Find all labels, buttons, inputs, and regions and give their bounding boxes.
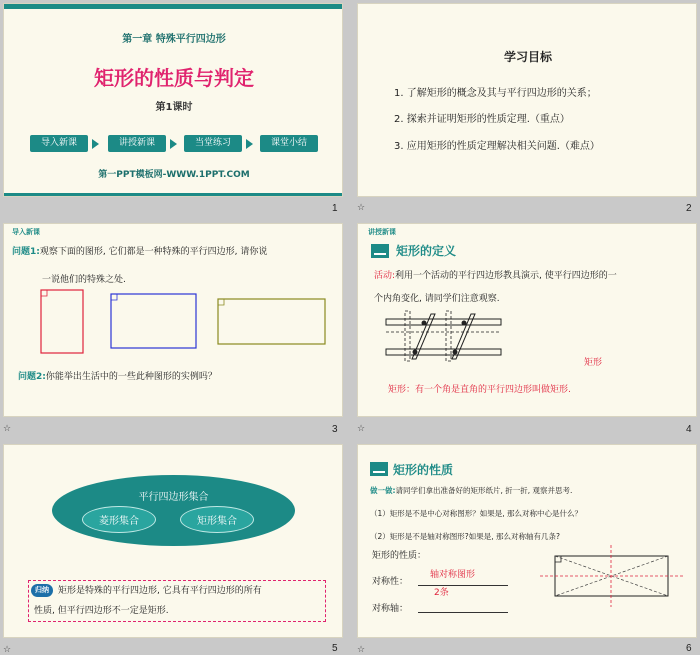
nav-arrow-icon (92, 139, 99, 149)
outer-set-label: 平行四边形集合 (138, 492, 209, 503)
blue-rectangle (111, 294, 196, 348)
slide-number: 3 (332, 424, 338, 435)
slide-number: 6 (686, 643, 692, 654)
rectangle-symmetry-figure (358, 445, 697, 638)
axis-count-value: 2条 (434, 588, 449, 598)
question-2-text: 你能举出生活中的一些此种图形的实例吗？ (45, 372, 217, 382)
question-1-text: 观察下面的图形, 它们都是一种特殊的平行四边形, 请你说 (39, 247, 268, 257)
slide-heading: 矩形的性质 (393, 463, 454, 477)
slide-4[interactable] (357, 223, 697, 417)
slide-number: 5 (332, 643, 338, 654)
star-icon: ☆ (357, 645, 366, 655)
top-bar (4, 4, 343, 9)
goal-3: 3. 应用矩形的性质定理解决相关问题.（难点） (394, 141, 600, 152)
footer-text: 第一PPT模板网-WWW.1PPT.COM (98, 170, 250, 180)
symmetry-label: 对称性： (372, 577, 409, 587)
activity-line-1 (374, 269, 617, 283)
slide-5[interactable] (3, 444, 343, 638)
slide-title: 矩形的性质与判定 (94, 66, 254, 90)
question-1 (12, 245, 267, 259)
lesson-label: 第1课时 (155, 102, 193, 113)
section-tag: 导入新课 (12, 228, 40, 236)
nav-arrow-icon (170, 139, 177, 149)
section-tag: 讲授新课 (368, 228, 396, 236)
slide-6[interactable] (357, 444, 697, 638)
axis-label: 对称轴： (372, 604, 409, 614)
chapter-title: 第一章 特殊平行四边形 (122, 34, 226, 45)
star-icon: ☆ (357, 203, 366, 213)
goal-2: 2. 探索并证明矩形的性质定理.（重点） (394, 114, 570, 125)
question-1-label: 问题1: (12, 247, 40, 257)
figure-label: 矩形 (584, 358, 603, 368)
summary-line-2: 性质, 但平行四边形不一定是矩形. (34, 606, 169, 616)
activity-label: 活动: (374, 271, 396, 281)
nav-intro-button[interactable]: 导入新课 (30, 135, 88, 152)
question-2 (18, 370, 217, 384)
slide-number: 1 (332, 203, 338, 214)
goal-1: 1. 了解矩形的概念及其与平行四边形的关系； (394, 88, 597, 99)
parallelogram-apparatus-figure (358, 309, 697, 369)
nav-arrow-icon (246, 139, 253, 149)
rhombus-set-label: 菱形集合 (99, 516, 139, 527)
section-icon (371, 244, 389, 258)
red-rectangle (41, 290, 83, 353)
rectangle-set-label: 矩形集合 (197, 516, 237, 527)
symmetry-value: 轴对称图形 (430, 570, 476, 580)
star-icon: ☆ (3, 645, 12, 655)
try-text: 请同学们拿出准备好的矩形纸片, 折一折, 观察并思考. (395, 486, 573, 495)
nav-teach-button[interactable]: 讲授新课 (108, 135, 166, 152)
nav-practice-button[interactable]: 当堂练习 (184, 135, 242, 152)
slide-heading: 矩形的定义 (396, 244, 457, 258)
summary-badge: 归纳 (31, 584, 53, 597)
olive-rectangle (218, 299, 325, 344)
nav-summary-button[interactable]: 课堂小结 (260, 135, 318, 152)
slide-1[interactable] (3, 3, 343, 197)
rectangles-figure (4, 284, 343, 354)
star-icon: ☆ (3, 424, 12, 434)
question-1-continued: 一说他们的特殊之处. (42, 275, 126, 285)
slide-2[interactable] (357, 3, 697, 197)
activity-line-2: 个内角变化, 请同学们注意观察. (374, 294, 500, 304)
slide-number: 4 (686, 424, 692, 435)
summary-line-1: 矩形是特殊的平行四边形, 它具有平行四边形的所有 (58, 586, 262, 596)
slide-heading: 学习目标 (503, 50, 552, 64)
question-2: （2）矩形是不是轴对称图形?如果是, 那么对称轴有几条? (370, 532, 560, 541)
properties-label: 矩形的性质： (372, 551, 427, 561)
star-icon: ☆ (357, 424, 366, 434)
slide-number: 2 (686, 203, 692, 214)
question-2-label: 问题2: (18, 372, 46, 382)
activity-text: 利用一个活动的平行四边形教具演示, 使平行四边形的一 (395, 271, 617, 281)
slide-3[interactable] (3, 223, 343, 417)
bottom-bar (4, 193, 343, 197)
rectangle-definition: 矩形：有一个角是直角的平行四边形叫做矩形. (388, 385, 571, 395)
try-label: 做一做: (370, 486, 396, 495)
question-1: （1）矩形是不是中心对称图形？如果是, 那么对称中心是什么？ (370, 509, 583, 518)
